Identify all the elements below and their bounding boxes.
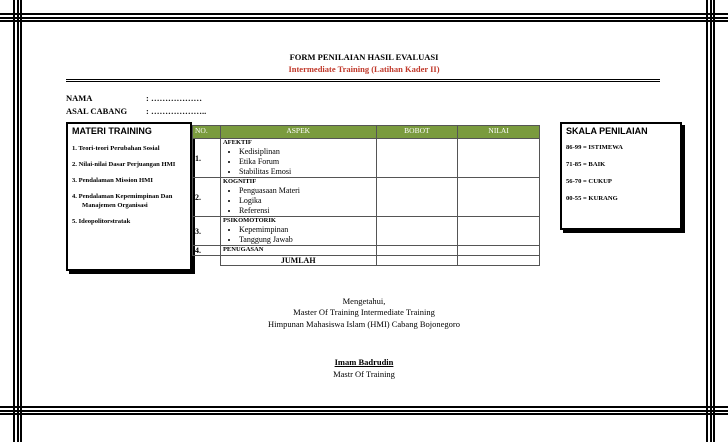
row-nilai[interactable] bbox=[458, 178, 540, 217]
row-no: 3. bbox=[193, 217, 221, 246]
field-asal-cabang-value: : ……………….. bbox=[146, 106, 207, 116]
row-bobot[interactable] bbox=[376, 246, 458, 256]
aspect-category: PSIKOMOTORIK bbox=[222, 217, 276, 224]
materi-item: 3. Pendalaman Mission HMI bbox=[72, 177, 153, 184]
aspect-item: • Referensi bbox=[239, 206, 374, 216]
table-total-row bbox=[193, 256, 540, 266]
signatory-name: Imam Badrudin bbox=[334, 357, 394, 367]
row-no: 1. bbox=[193, 139, 221, 178]
materi-item: 4. Pendalaman Kepemimpinan Dan Manajemen Organisasi bbox=[72, 193, 173, 209]
field-nama-label: NAMA bbox=[66, 93, 93, 103]
materi-training-box bbox=[66, 122, 192, 271]
skala-item: 00-55 = KURANG bbox=[566, 195, 618, 202]
aspect-category: AFEKTIF bbox=[222, 139, 252, 146]
header-nilai: NILAI bbox=[458, 126, 540, 139]
sign-line: Himpunan Mahasiswa Islam (HMI) Cabang Bojonegoro bbox=[268, 319, 460, 329]
row-no: 2. bbox=[193, 178, 221, 217]
skala-item: 56-70 = CUKUP bbox=[566, 178, 612, 185]
row-bobot[interactable] bbox=[376, 217, 458, 246]
header-bobot: BOBOT bbox=[376, 126, 458, 139]
row-aspek bbox=[220, 246, 376, 256]
skala-list bbox=[562, 144, 680, 202]
aspect-item: • Kedisiplinan bbox=[239, 147, 374, 157]
total-bobot[interactable] bbox=[376, 256, 458, 266]
aspect-category: PENUGASAN bbox=[222, 246, 264, 253]
field-nama-value: : ……………… bbox=[146, 93, 202, 103]
materi-list bbox=[68, 144, 190, 226]
row-bobot[interactable] bbox=[376, 178, 458, 217]
aspect-item: • Penguasaan Materi bbox=[239, 186, 374, 196]
row-aspek bbox=[220, 178, 376, 217]
table-row bbox=[193, 139, 540, 178]
row-nilai[interactable] bbox=[458, 217, 540, 246]
table-row bbox=[193, 178, 540, 217]
header-no: NO. bbox=[193, 126, 221, 139]
row-nilai[interactable] bbox=[458, 246, 540, 256]
row-no: 4. bbox=[193, 246, 221, 256]
field-nama bbox=[66, 93, 202, 103]
row-aspek bbox=[220, 217, 376, 246]
field-asal-cabang bbox=[66, 106, 206, 116]
aspect-item: • Stabilitas Emosi bbox=[239, 167, 374, 177]
skala-heading: SKALA PENILAIAN bbox=[566, 126, 648, 136]
field-asal-cabang-label: ASAL CABANG bbox=[66, 106, 128, 116]
table-row bbox=[193, 217, 540, 246]
aspect-category: KOGNITIF bbox=[222, 178, 257, 185]
table-row bbox=[193, 246, 540, 256]
materi-item: 2. Nilai-nilai Dasar Perjuangan HMI bbox=[72, 161, 176, 168]
skala-item: 71-85 = BAIK bbox=[566, 161, 606, 168]
skala-item: 86-99 = ISTIMEWA bbox=[566, 144, 623, 151]
header-aspek: ASPEK bbox=[220, 126, 376, 139]
sign-line: Master Of Training Intermediate Training bbox=[293, 307, 435, 317]
aspect-item: • Tanggung Jawab bbox=[239, 235, 374, 245]
form-subtitle: Intermediate Training (Latihan Kader II) bbox=[288, 64, 440, 74]
form-title: FORM PENILAIAN HASIL EVALUASI bbox=[289, 52, 439, 62]
skala-penilaian-box bbox=[560, 122, 682, 230]
aspect-item: • Etika Forum bbox=[239, 157, 374, 167]
title-divider bbox=[66, 79, 660, 86]
total-nilai[interactable] bbox=[458, 256, 540, 266]
total-label: JUMLAH bbox=[220, 256, 376, 266]
sign-line: Mengetahui, bbox=[342, 296, 386, 306]
aspect-item: • Logika bbox=[239, 196, 374, 206]
row-nilai[interactable] bbox=[458, 139, 540, 178]
materi-training-heading: MATERI TRAINING bbox=[72, 126, 152, 136]
table-header-row bbox=[193, 126, 540, 139]
row-bobot[interactable] bbox=[376, 139, 458, 178]
signatory-role: Mastr Of Training bbox=[333, 369, 395, 379]
materi-item: 1. Teori-teori Perubahan Sosial bbox=[72, 145, 160, 152]
materi-item: 5. Ideopolitorstratak bbox=[72, 218, 131, 225]
row-aspek bbox=[220, 139, 376, 178]
aspect-item: • Kepemimpinan bbox=[239, 225, 374, 235]
evaluation-table bbox=[192, 125, 540, 266]
